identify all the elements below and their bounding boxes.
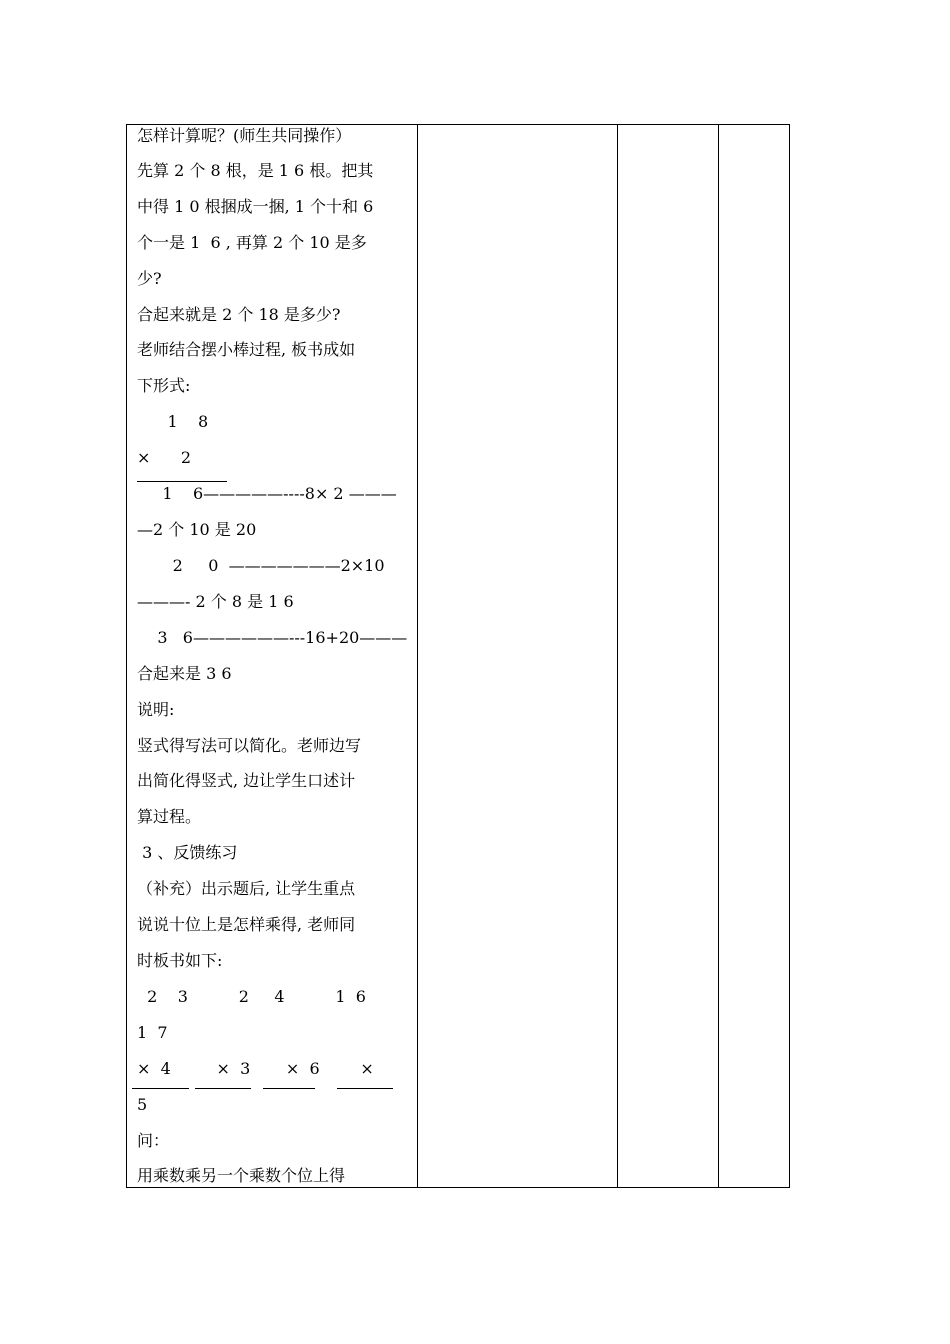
exercise-rule xyxy=(195,1088,251,1089)
text-line: 合起来是 3 6 xyxy=(137,664,232,683)
text-line: 说说十位上是怎样乘得, 老师同 xyxy=(137,915,356,934)
column-divider xyxy=(417,125,418,1187)
exercise-line: 1 7 xyxy=(137,1023,168,1042)
exercise-line: 2 3 2 4 1 6 xyxy=(137,987,366,1006)
text-line: 中得 1 0 根捆成一捆, 1 个十和 6 xyxy=(137,197,374,216)
text-line: 问： xyxy=(137,1131,170,1150)
column-divider xyxy=(718,125,719,1187)
text-line: 先算 2 个 8 根，是 1 6 根。把其 xyxy=(137,161,374,180)
text-line: 出简化得竖式, 边让学生口述计 xyxy=(137,771,356,790)
text-line: 时板书如下: xyxy=(137,951,223,970)
vertical-multiplication-line: × 2 xyxy=(137,448,192,467)
text-line: 怎样计算呢？(师生共同操作） xyxy=(137,126,352,145)
text-line: 竖式得写法可以简化。老师边写 xyxy=(137,736,362,755)
exercise-rule xyxy=(337,1088,393,1089)
exercise-rule xyxy=(263,1088,315,1089)
exercise-line: 5 xyxy=(137,1095,148,1114)
lesson-plan-table xyxy=(126,124,790,1188)
section-heading: 3 、反馈练习 xyxy=(137,843,238,862)
exercise-rule xyxy=(132,1088,189,1089)
vertical-multiplication-line: 2 0 ———————2×10 xyxy=(137,556,385,575)
text-line: 合起来就是 2 个 18 是多少? xyxy=(137,305,341,324)
text-line: ———- 2 个 8 是 1 6 xyxy=(137,592,294,611)
vertical-multiplication-line: 1 8 xyxy=(137,412,209,431)
vertical-multiplication-line: 1 6—————----8× 2 ——— xyxy=(137,484,397,503)
text-line: 老师结合摆小棒过程, 板书成如 xyxy=(137,340,356,359)
column-divider xyxy=(617,125,618,1187)
text-line: 下形式: xyxy=(137,376,191,395)
text-line: 算过程。 xyxy=(137,807,202,826)
text-line: 少? xyxy=(137,269,162,288)
text-line: （补充）出示题后, 让学生重点 xyxy=(137,879,356,898)
text-line: 个一是 1 6 , 再算 2 个 10 是多 xyxy=(137,233,367,252)
multiplication-rule xyxy=(137,481,227,482)
vertical-multiplication-line: 3 6——————---16+20——— xyxy=(137,628,408,647)
exercise-line: × 4 × 3 × 6 × xyxy=(137,1059,374,1078)
text-line: 说明: xyxy=(137,700,175,719)
text-line: 用乘数乘另一个乘数个位上得 xyxy=(137,1166,346,1185)
text-line: —2 个 10 是 20 xyxy=(137,520,257,539)
